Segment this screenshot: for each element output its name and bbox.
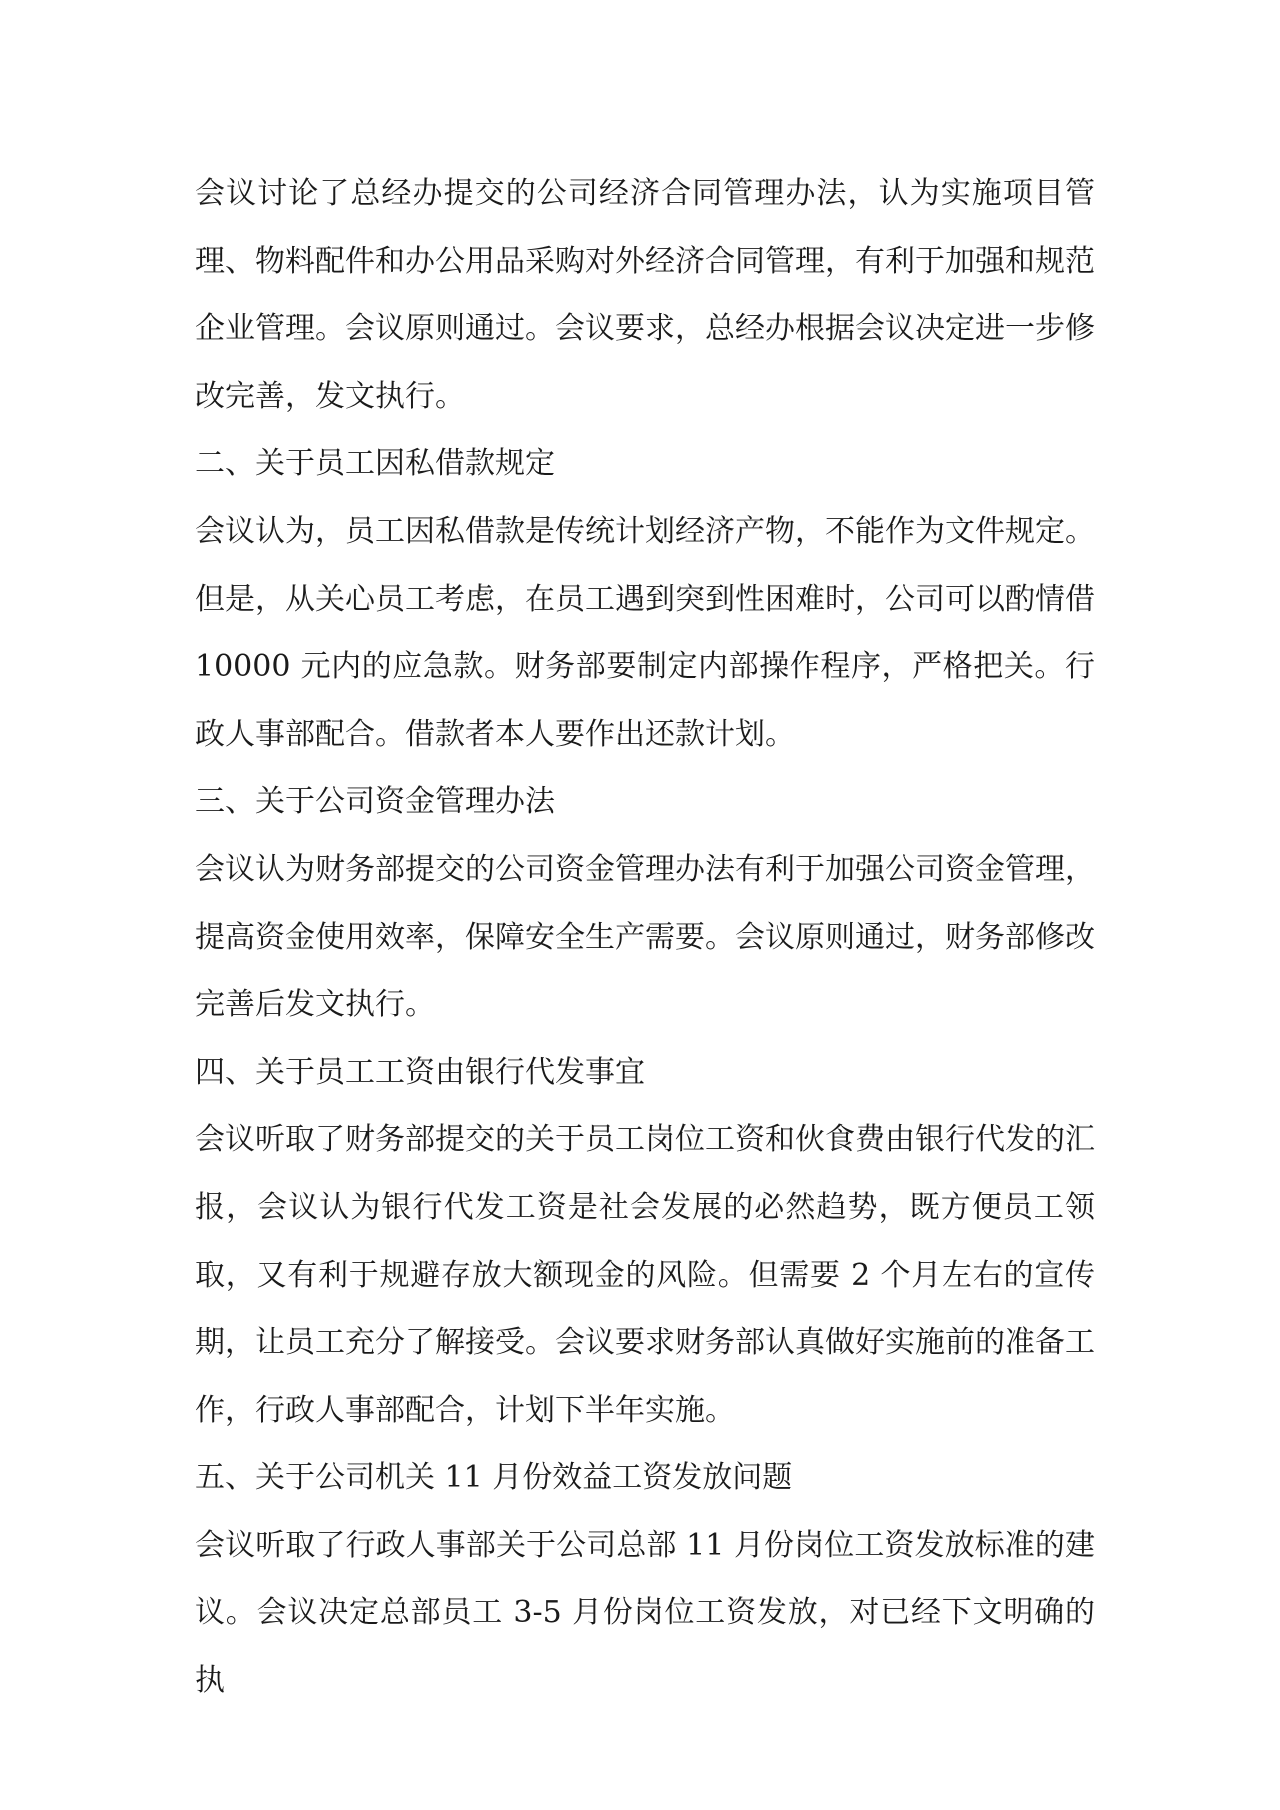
paragraph-bank-payroll: 会议听取了财务部提交的关于员工岗位工资和伙食费由银行代发的汇报，会议认为银行代发工资是社会发展的必然趋势，既方便员工领取，又有利于规避存放大额现金的风险。但需要 2 个月左右的宣传期，让员工充分了解接受。会议要求财务部认真做好实施前的准备工作，行政人事部配合，计划下半年实施。 — [195, 1122, 1095, 1428]
paragraph-fund-management: 会议认为财务部提交的公司资金管理办法有利于加强公司资金管理，提高资金使用效率，保障安全生产需要。会议原则通过，财务部修改完善后发文执行。 — [195, 851, 1095, 1023]
paragraph-employee-private-loans: 会议认为，员工因私借款是传统计划经济产物，不能作为文件规定。但是，从关心员工考虑，在员工遇到突到性困难时，公司可以酌情借 10000 元内的应急款。财务部要制定内部操作程序，严格把关。行政人事部配合。借款者本人要作出还款计划。 — [195, 513, 1095, 752]
heading-bank-payroll: 四、关于员工工资由银行代发事宜 — [195, 1054, 645, 1090]
heading-employee-private-loans: 二、关于员工因私借款规定 — [195, 446, 555, 482]
document-body — [195, 160, 1095, 1715]
paragraph-contract-management: 会议讨论了总经办提交的公司经济合同管理办法，认为实施项目管理、物料配件和办公用品采购对外经济合同管理，有利于加强和规范企业管理。会议原则通过。会议要求，总经办根据会议决定进一步修改完善，发文执行。 — [195, 176, 1095, 414]
heading-fund-management: 三、关于公司资金管理办法 — [195, 784, 555, 820]
heading-november-bonus: 五、关于公司机关 11 月份效益工资发放问题 — [195, 1460, 793, 1496]
paragraph-november-bonus: 会议听取了行政人事部关于公司总部 11 月份岗位工资发放标准的建议。会议决定总部员工 3-5 月份岗位工资发放，对已经下文明确的执 — [195, 1527, 1095, 1699]
